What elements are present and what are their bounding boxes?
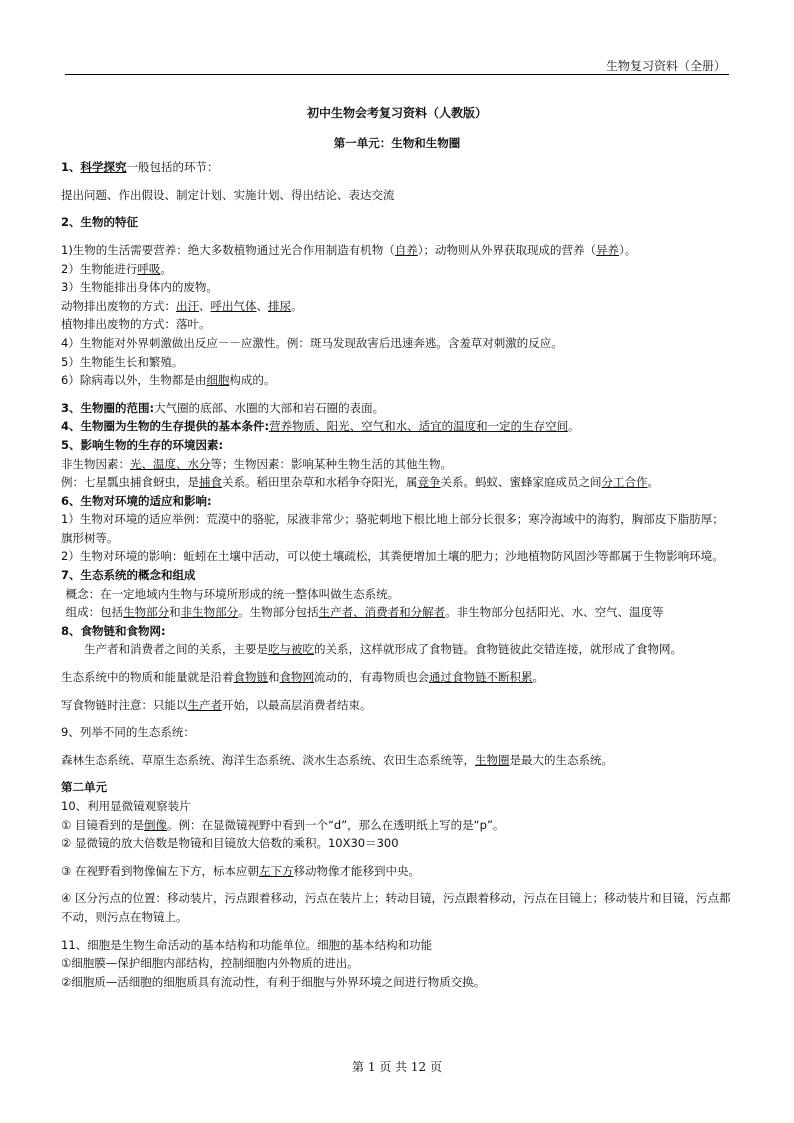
section-10-line: ② 显微镜的放大倍数是物镜和目镜放大倍数的乘积。10X30＝300	[61, 836, 399, 851]
section-6-line: 1）生物对环境的适应举例：荒漠中的骆驼，尿液非常少；骆驼刺地下根比地上部分长很多；寒冷海域中的海豹，胸部皮下脂肪厚；旗形树等。	[61, 512, 724, 545]
section-2-line: 5）生物能生长和繁殖。	[61, 354, 184, 369]
section-8-line: 生态系统中的物质和能量就是沿着食物链和食物网流动的，有毒物质也会通过食物链不断积累。	[61, 670, 544, 685]
section-5-heading: 5、影响生物的生存的环境因素:	[61, 437, 224, 452]
section-2-line: 2）生物能进行呼吸。	[61, 261, 172, 276]
section-7-line: 概念：在一定地域内生物与环境所形成的统一整体叫做生态系统。	[65, 586, 400, 601]
section-4: 4、生物圈为生物的生存提供的基本条件:营养物质、阳光、空气和水、适宜的温度和一定的生存空间。	[61, 419, 580, 434]
header-title: 生物复习资料（全册）	[605, 59, 726, 73]
section-9-heading: 9、列举不同的生态系统：	[61, 725, 195, 740]
section-8-line: 生产者和消费者之间的关系，主要是吃与被吃的关系，这样就形成了食物链。食物链彼此交错连接，就形成了食物网。	[84, 642, 682, 657]
header-rule	[65, 74, 729, 75]
section-9-body: 森林生态系统、草原生态系统、海洋生态系统、淡水生态系统、农田生态系统等，生物圈是最大的生态系统。	[61, 752, 613, 767]
section-2-line: 6）除病毒以外，生物都是由细胞构成的。	[61, 373, 276, 388]
section-10-heading: 10、利用显微镜观察装片	[61, 799, 191, 813]
section-1-heading: 1、科学探究一般包括的环节：	[61, 160, 219, 175]
section-1-body: 提出问题、作出假设、制定计划、实施计划、得出结论、表达交流	[61, 187, 395, 202]
document-title: 初中生物会考复习资料（人教版）	[306, 106, 487, 120]
section-11-line: ②细胞质—活细胞的细胞质具有流动性，有利于细胞与外界环境之间进行物质交换。	[61, 974, 486, 989]
section-8-heading: 8、食物链和食物网:	[61, 623, 166, 638]
section-8-line: 写食物链时注意：只能以生产者开始，以最高层消费者结束。	[61, 697, 372, 712]
section-5-line: 非生物因素：光、温度、水分等；生物因素：影响某种生物生活的其他生物。	[61, 456, 452, 471]
section-2-line: 4）生物能对外界刺激做出反应－－应激性。例：斑马发现敌害后迅速奔逃。含羞草对刺激的反应。	[61, 335, 563, 350]
section-5-line: 例：七星瓢虫捕食蚜虫，是捕食关系。稻田里杂草和水稻争夺阳光，属竞争关系。蚂蚁、蜜蜂家庭成员之间分工合作。	[61, 475, 659, 490]
section-6-heading: 6、生物对环境的适应和影响:	[61, 493, 212, 508]
page-footer: 第 1 页 共 12 页	[352, 1060, 442, 1074]
document-body	[61, 104, 733, 991]
section-11-line: 11、细胞是生物生命活动的基本结构和功能单位。细胞的基本结构和功能	[61, 937, 433, 952]
section-6-line: 2）生物对环境的影响：蚯蚓在土壤中活动，可以使土壤疏松，其粪便增加土壤的肥力；沙地植物防风固沙等都属于生物影响环境。	[61, 549, 724, 564]
section-2-line: 3）生物能排出身体内的废物。	[61, 280, 218, 295]
unit1-title: 第一单元：生物和生物圈	[333, 135, 461, 150]
section-2-heading: 2、生物的特征	[61, 215, 139, 230]
section-3: 3、生物圈的范围:大气圈的底部、水圈的大部和岩石圈的表面。	[61, 400, 385, 415]
section-10-line: ③ 在视野看到物像偏左下方，标本应朝左下方移动物像才能移到中央。	[61, 863, 420, 878]
section-10-line: ① 目镜看到的是倒像。例：在显微镜视野中看到一个“d”，那么在透明纸上写的是“p”。	[61, 817, 505, 832]
section-11-line: ①细胞膜—保护细胞内部结构，控制细胞内外物质的进出。	[61, 956, 359, 971]
section-7-line: 组成：包括生物部分和非生物部分。生物部分包括生产者、消费者和分解者。非生物部分包括阳光、水、空气、温度等	[65, 605, 664, 620]
unit2-title: 第二单元	[61, 780, 107, 795]
section-2-line: 1)生物的生活需要营养：绝大多数植物通过光合作用制造有机物（自养）；动物则从外界获取现成的营养（异养）。	[61, 242, 637, 257]
section-2-line: 植物排出废物的方式：落叶。	[61, 317, 211, 332]
section-2-line: 动物排出废物的方式：出汗、呼出气体、排尿。	[61, 298, 303, 313]
section-7-heading: 7、生态系统的概念和组成	[61, 568, 196, 583]
section-10-line: ④ 区分污点的位置：移动装片，污点跟着移动，污点在装片上；转动目镜，污点跟着移动，污点在目镜上；移动装片和目镜，污点都不动，则污点在物镜上。	[61, 891, 731, 924]
